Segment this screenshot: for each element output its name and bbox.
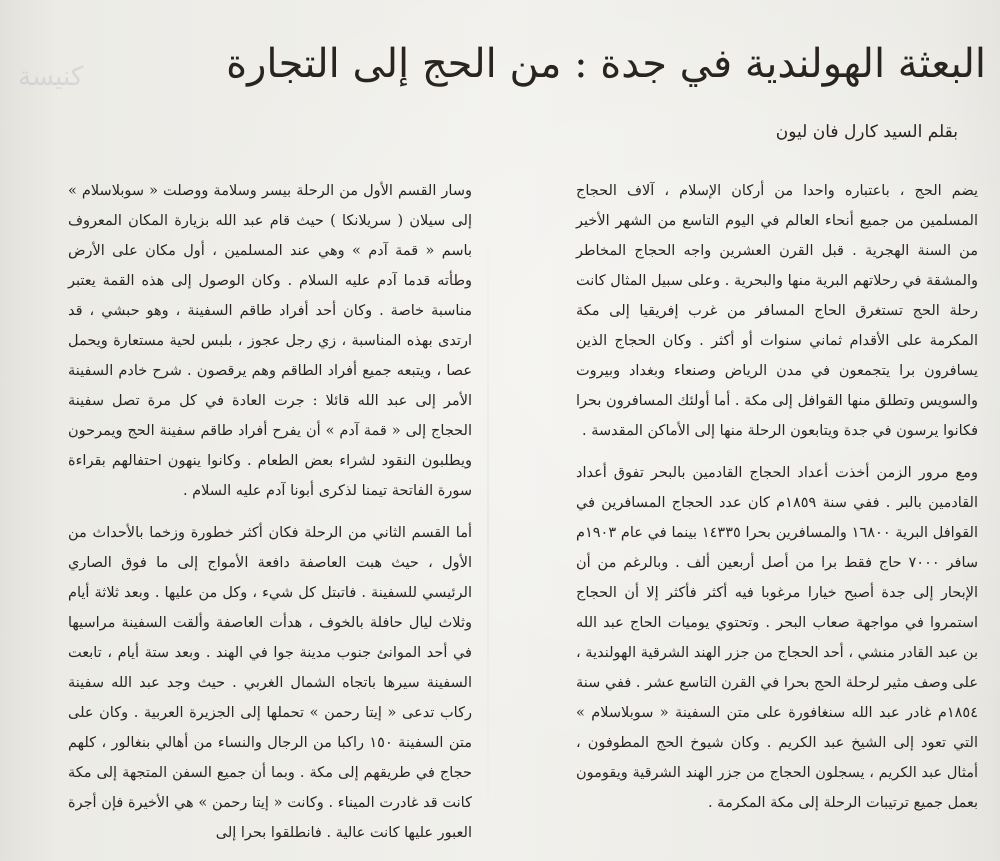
page-gutter [487,190,489,850]
article-title: البعثة الهولندية في جدة : من الحج إلى التجارة [226,41,986,87]
text-column-left [68,176,472,848]
article-byline: بقلم السيد كارل فان ليون [775,122,958,142]
paragraph: وسار القسم الأول من الرحلة بيسر وسلامة ووصلت « سوبلاسلام » إلى سيلان ( سريلانكا ) حيث قام عبد الله بزيارة المكان المعروف باسم « قمة آدم » وهي عند المسلمين ، أول مكان على الأرض وطأته قدما آدم عليه السلام . وكان الوصول إلى هذه القمة يعتبر مناسبة خاصة . وكان أحد أفراد طاقم السفينة ، وهو حبشي ، قد ارتدى بهذه المناسبة ، زي رجل عجوز ، بلبس لحية مستعارة ويحمل عصا ، ويتبعه جميع أفراد الطاقم وهم يرقصون . شرح خادم السفينة الأمر إلى عبد الله قائلا : جرت العادة في كل مرة تصل سفينة الحجاج إلى « قمة آدم » أن يفرح أفراد طاقم سفينة الحج ويمرحون ويطلبون النقود لشراء بعض الطعام . وكانوا ينهون احتفالهم بقراءة سورة الفاتحة تيمنا لذكرى أبونا آدم عليه السلام . [68,183,472,499]
paragraph: يضم الحج ، باعتباره واحدا من أركان الإسلام ، آلاف الحجاج المسلمين من جميع أنحاء العالم في اليوم التاسع من الشهر الأخير من السنة الهجرية . قبل القرن العشرين واجه الحجاج المخاطر والمشقة في رحلاتهم البرية منها والبحرية . وعلى سبيل المثال كانت رحلة الحج تستغرق الحاج المسافر من غرب إفريقيا إلى مكة المكرمة على الأقدام ثماني سنوات أو أكثر . وكان الحجاج الذين يسافرون برا يتجمعون في مدن الرياض وصنعاء وبغداد وبيروت والسويس وتطلق منها القوافل إلى مكة . أما أولئك المسافرون بحرا فكانوا يرسون في جدة ويتابعون الرحلة منها إلى الأماكن المقدسة . [576,183,978,439]
paragraph: أما القسم الثاني من الرحلة فكان أكثر خطورة وزخما بالأحداث من الأول ، حيث هبت العاصفة دافعة الأمواج إلى ما فوق الصاري الرئيسي للسفينة . فاتبتل كل شيء ، وكل من عليها . وبعد ثلاثة أيام وثلاث ليال حافلة بالخوف ، هدأت العاصفة وألقت السفينة مراسيها في أحد الموانئ جنوب مدينة جوا في الهند . وبعد ستة أيام ، تابعت السفينة سيرها باتجاه الشمال الغربي . حيث وجد عبد الله سفينة ركاب تدعى « إيتا رحمن » تحملها إلى الجزيرة العربية . وكان على متن السفينة ١٥٠ راكبا من الرجال والنساء من أهالي بنغالور ، كلهم حجاج في طريقهم إلى مكة . وبما أن جميع السفن المتجهة إلى مكة كانت قد غادرت الميناء . وكانت « إيتا رحمن » هي الأخيرة فإن أجرة العبور عليها كانت عالية . فانطلقوا بحرا إلى [68,525,472,841]
text-column-right [576,176,978,818]
bleed-through-text: كنيسة [18,62,84,92]
paragraph: ومع مرور الزمن أخذت أعداد الحجاج القادمين بالبحر تفوق أعداد القادمين بالبر . ففي سنة ١٨٥٩م كان عدد الحجاج المسافرين في القوافل البرية ١٦٨٠٠ والمسافرين بحرا ١٤٣٣٥ بينما في عام ١٩٠٣م سافر ٧٠٠٠ حاج فقط برا من أصل أربعين ألف . وبالرغم من أن الإبحار إلى جدة أصبح خيارا مرغوبا فيه أكثر فأكثر إلا أن الحجاج استمروا في مواجهة صعاب البحر . وتحتوي يوميات الحاج عبد الله بن عبد القادر منشي ، أحد الحجاج من جزر الهند الشرقية الهولندية ، على وصف مثير لرحلة الحج بحرا في القرن التاسع عشر . ففي سنة ١٨٥٤م غادر عبد الله سنغافورة على متن السفينة « سوبلاسلام » التي تعود إلى الشيخ عبد الكريم . وكان شيوخ الحج المطوفون ، أمثال عبد الكريم ، يسجلون الحجاج من جزر الهند الشرقية ويقومون بعمل جميع ترتيبات الرحلة إلى مكة المكرمة . [576,465,979,811]
